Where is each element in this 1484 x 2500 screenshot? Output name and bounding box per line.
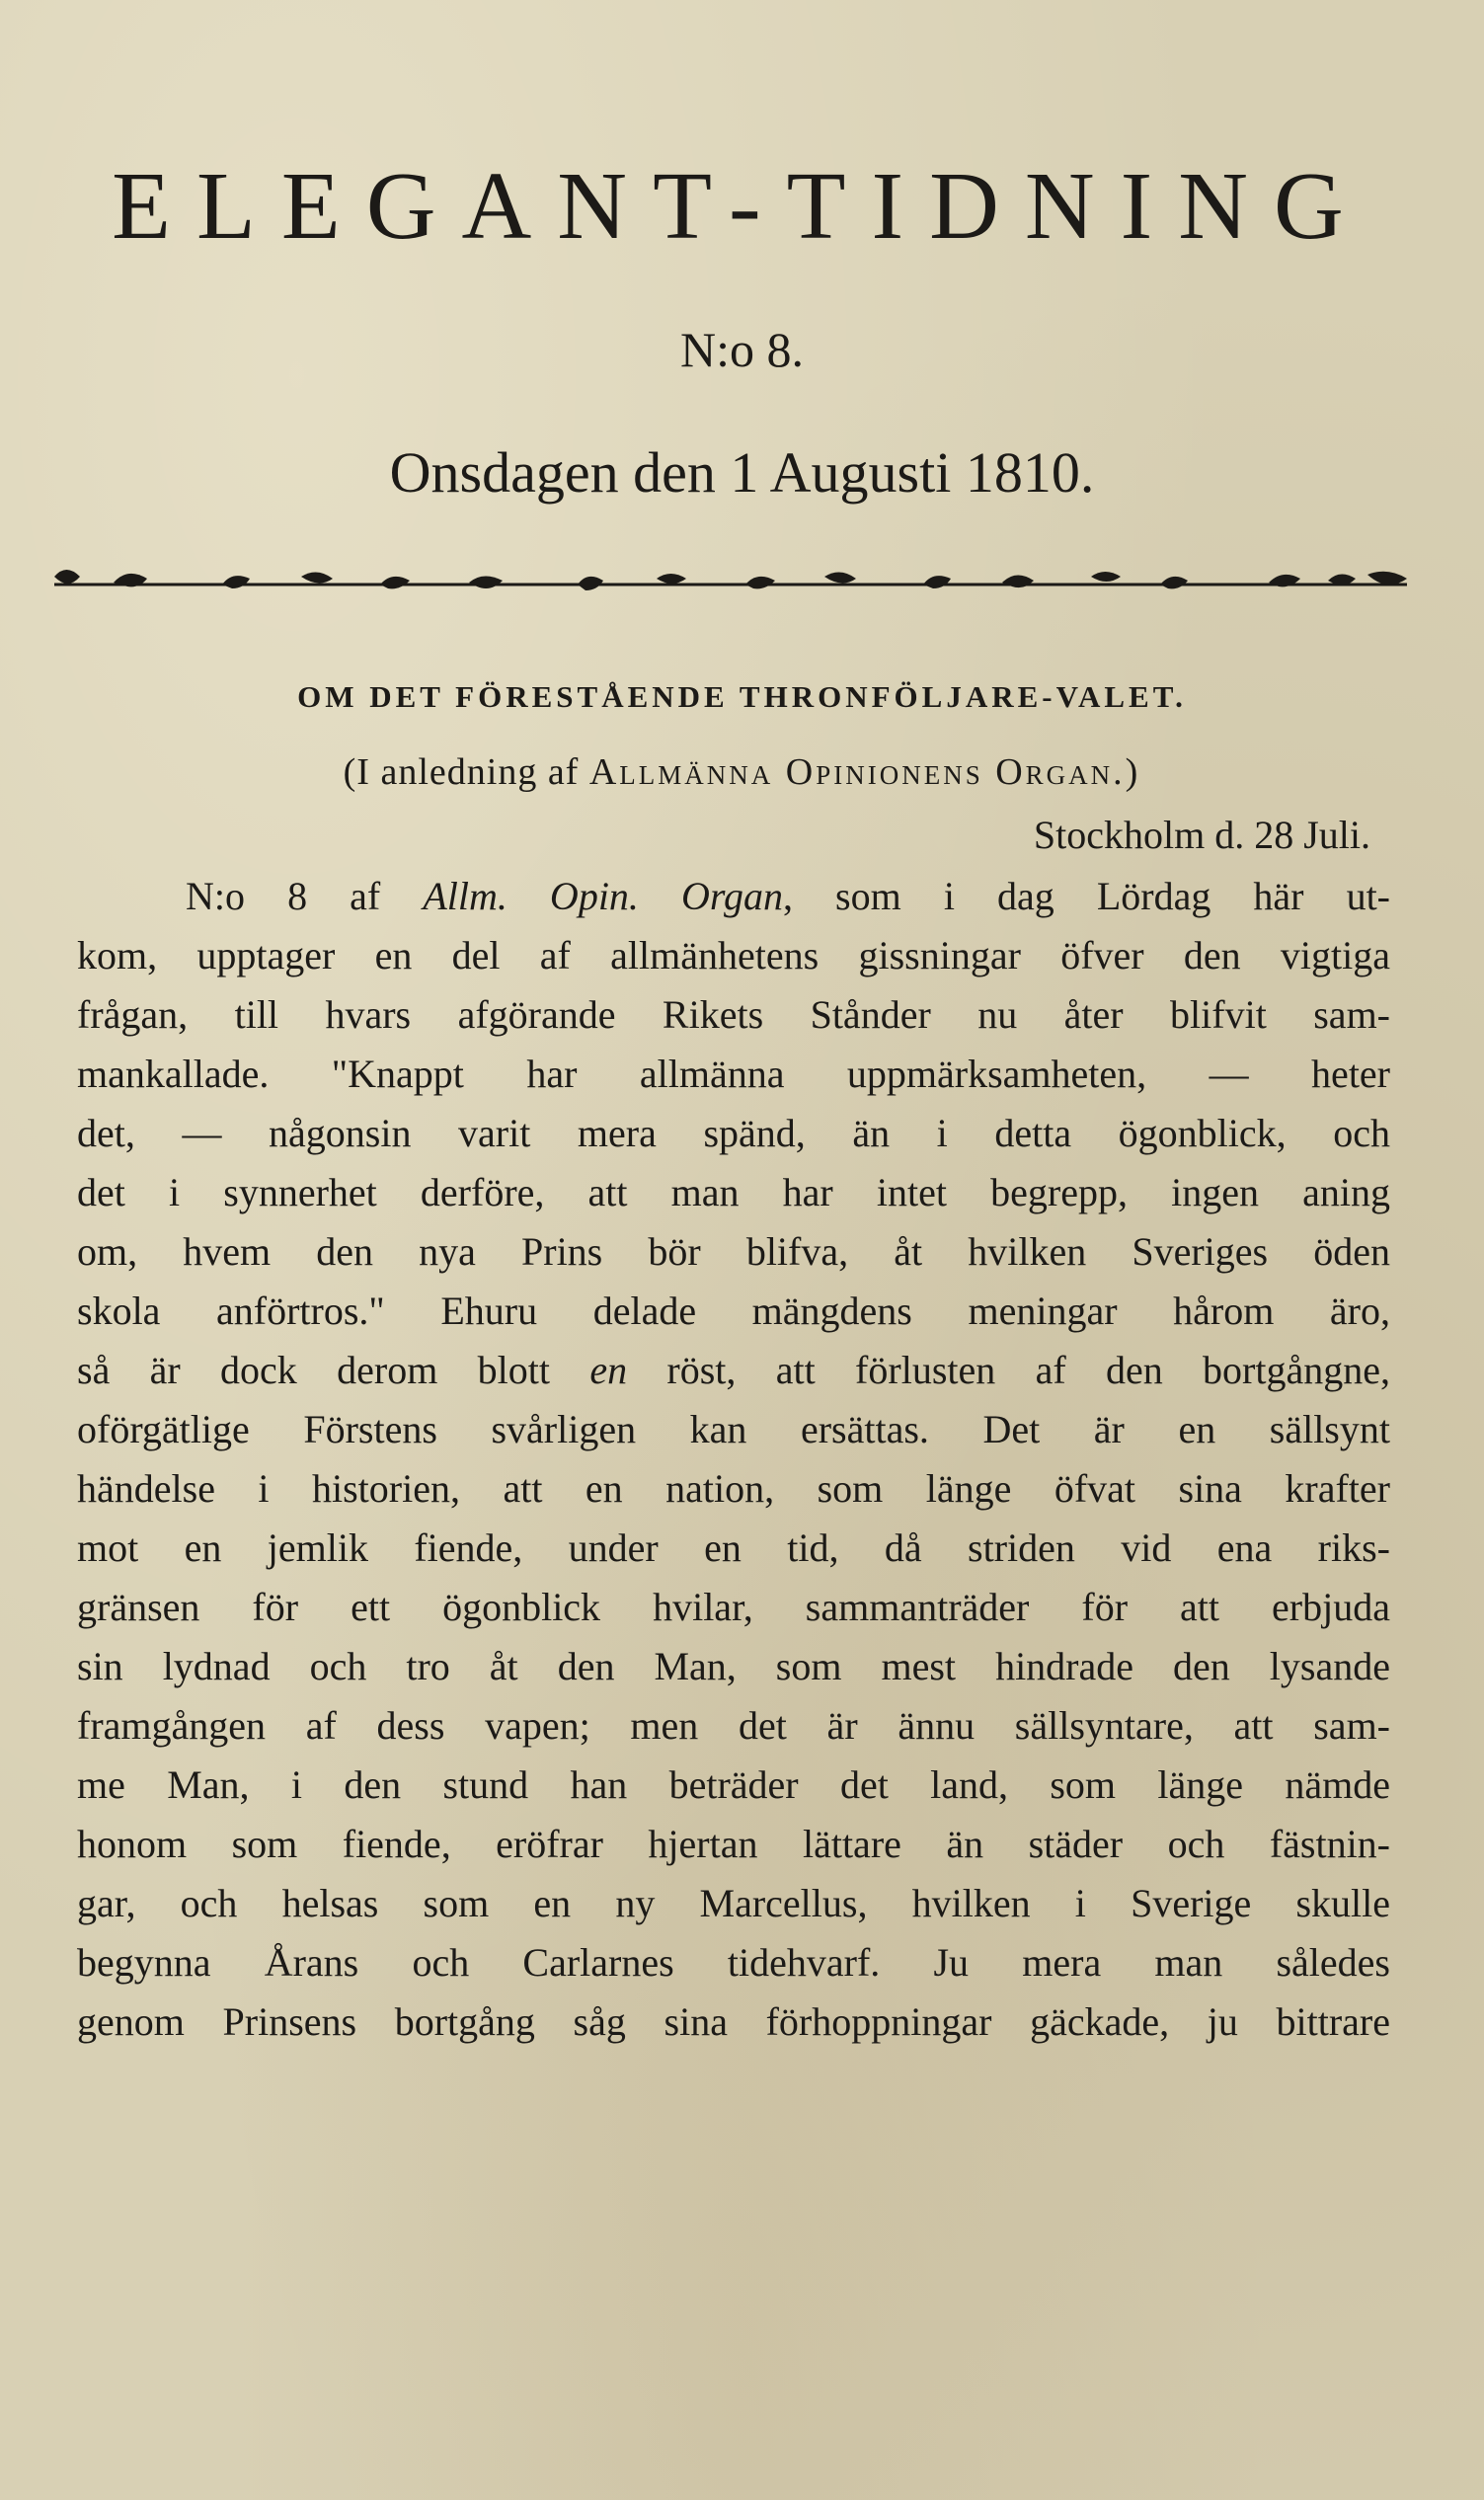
article-subtitle <box>0 750 1484 794</box>
text-line: sin lydnad och tro åt den Man, som mest hindrade den lysande <box>77 1644 1390 1688</box>
issue-date: Onsdagen den 1 Augusti 1810. <box>389 440 1095 505</box>
text-line: me Man, i den stund han beträder det land, som länge nämde <box>77 1762 1390 1807</box>
issue-number: N:o 8. <box>680 322 804 377</box>
decorative-rule-ornament <box>54 555 1407 598</box>
text-line: gar, och helsas som en ny Marcellus, hvilken i Sverige skulle <box>77 1881 1390 1925</box>
text-line: mankallade. "Knappt har allmänna uppmärksamheten, — heter <box>77 1052 1390 1096</box>
text-line: skola anförtros." Ehuru delade mängdens meningar hårom äro, <box>77 1289 1390 1333</box>
text-line: det i synnerhet derföre, att man har intet begrepp, ingen aning <box>77 1170 1390 1214</box>
subtitle-prefix: (I anledning af <box>343 751 580 793</box>
text-line: det, — någonsin varit mera spänd, än i detta ögonblick, och <box>77 1111 1390 1155</box>
text-line: frågan, till hvars afgörande Rikets Stånder nu åter blifvit sam- <box>77 992 1390 1037</box>
article-title: OM DET FÖRESTÅENDE THRONFÖLJARE-VALET. <box>297 679 1187 714</box>
text-line: gränsen för ett ögonblick hvilar, sammanträder för att erbjuda <box>77 1585 1390 1629</box>
text-line: honom som fiende, eröfrar hjertan lättare än städer och fästnin- <box>77 1822 1390 1866</box>
text-line: oförgätlige Förstens svårligen kan ersättas. Det är en sällsynt <box>77 1407 1390 1451</box>
subtitle-organ-name: Allmänna Opinionens Organ.) <box>588 751 1141 793</box>
text-line: händelse i historien, att en nation, som länge öfvat sina krafter <box>77 1466 1390 1511</box>
text-line: om, hvem den nya Prins bör blifva, åt hvilken Sveriges öden <box>77 1229 1390 1274</box>
text-line: N:o 8 af Allm. Opin. Organ, som i dag Lördag här ut- <box>186 874 1391 918</box>
text-line: begynna Årans och Carlarnes tidehvarf. Ju mera man således <box>77 1940 1390 1985</box>
text-line: mot en jemlik fiende, under en tid, då striden vid ena riks- <box>77 1525 1390 1570</box>
text-line: framgången af dess vapen; men det är ännu sällsyntare, att sam- <box>77 1703 1390 1748</box>
article-body <box>77 867 1390 2052</box>
masthead-title: ELEGANT-TIDNING <box>112 153 1369 260</box>
text-line: så är dock derom blott en röst, att förlusten af den bortgångne, <box>77 1348 1390 1392</box>
text-line: kom, upptager en del af allmänhetens gissningar öfver den vigtiga <box>77 933 1390 977</box>
article-dateline: Stockholm d. 28 Juli. <box>1033 813 1370 857</box>
text-line: genom Prinsens bortgång såg sina förhoppningar gäckade, ju bittrare <box>77 1999 1390 2044</box>
